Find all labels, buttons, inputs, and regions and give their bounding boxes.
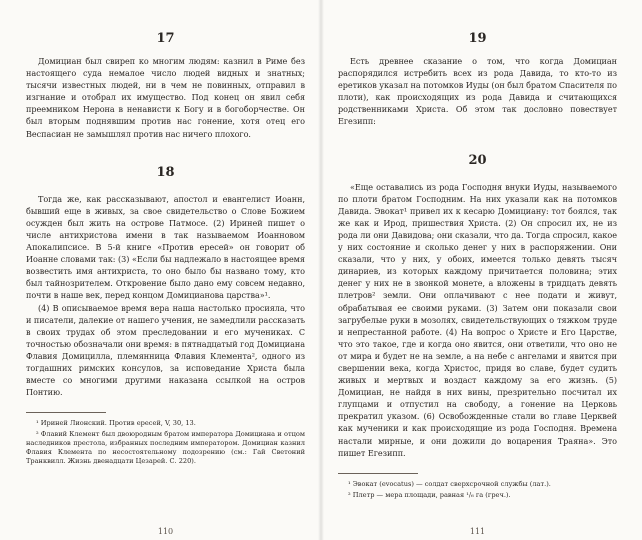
- section-20-paragraph: «Еще оставались из рода Господня внуки Иуды, называемого по плоти братом Господним. На них указали как на потомков Давида. Эвокат¹ привел их к кесарю Домициану: тот боялся, так же как и Ирод, пришествия Христа. (2) Он спросил их, не из рода ли они Давидова; они сказали, что да. Тогда спросил, какое у них состояние и сколько денег у них в распоряжении. Они сказали, что у них, у обоих, имеется только девять тысяч динариев, из которых каждому причитается половина; этих денег у них не в звонкой монете, а вложены в тридцать девять плетров² земли. Они оплачивают с нее подати и живут, обрабатывая ее своими руками. (3) Затем они показали свои загрубелые руки в мозолях, свидетельствующих о тяжком труде и непрестанной работе. (4) На вопрос о Христе и Его Царстве, что это такое, где и когда оно явится, они ответили, что оно не от мира и будет не на земле, а на небе с ангелами и явится при свершении века, когда Христос, придя во славе, будет судить живых и мертвых и воздаст каждому за его жизнь. (5) Домициан, не найдя в них вины, презрительно посчитал их глупцами и отпустил на свободу, а гонение на Церковь прекратил указом. (6) Освобожденные стали во главе Церквей как мученики и как происходящие из рода Господня. Времена настали мирные, и они дожили до воцарения Траяна». Это пишет Егезипп.: [338, 181, 617, 458]
- section-heading-18: 18: [156, 164, 175, 180]
- section-19-paragraph: Есть древнее сказание о том, что когда Домициан распорядился истребить всех из рода Давида, то кто-то из еретиков указал на потомков Иуды (он был братом Спасителя по плоти), как происходящих из рода Давида и считающихся родственниками Христа. Об этом так дословно повествует Егезипп:: [338, 56, 617, 127]
- footnote-2: ² Флавий Клемент был двоюродным братом императора Домициана и отцом наследников престола, избранных последним императором. Домициан казнил Флавия Клемента по несостоятельному подозрению (см.: Гай Светоний Транквилл. Жизнь двенадцати Цезарей. С. 220).: [26, 430, 305, 466]
- section-17-paragraph: Домициан был свиреп ко многим людям: казнил в Риме без настоящего суда немалое число людей видных и знатных; тысячи известных людей, ни в чем не повинных, отправил в изгнание и отобрал их имущество. Под конец он явил себя преемником Нерона в ненависти к Богу и в богоборчестве. Он был вторым поднявшим против нас гонение, хотя отец его Веспасиан не замышлял против нас ничего плохого.: [26, 56, 305, 139]
- section-heading-20: 20: [468, 152, 487, 168]
- section-18-paragraph-1: Тогда же, как рассказывают, апостол и евангелист Иоанн, бывший еще в живых, за свое свидетельство о Слове Божием осужден был жить на острове Патмосе. (2) Ириней пишет о числе антихристова имени в так называемом Иоанновом Апокалипсисе. В 5-й книге «Против ересей» он говорит об Иоанне словами так: (3) «Если бы надлежало в настоящее время возвестить имя антихриста, то оно было бы названо тому, кто был тайнозрителем. Откровение было дано ему совсем недавно, почти в наше век, перед концом Домицианова царства»¹.: [26, 193, 305, 301]
- footnote-2: ² Плетр — мера площади, равная ¹/₆ га (греч.).: [348, 490, 511, 499]
- footnote-divider: [338, 473, 418, 474]
- footnote-1: ¹ Эвокат (evocatus) — солдат сверхсрочной службы (лат.).: [348, 479, 551, 488]
- section-18-paragraph-2: (4) В описываемое время вера наша настолько просияла, что и писатели, далекие от нашего учения, не замедлили рассказать в своих трудах об этом преследовании и его мучениках. С точностью обозначали они время: в пятнадцатый год Домициана Флавия Домицилла, племянница Флавия Клемента², одного из тогдашних римских консулов, за исповедание Христа была вместе со многими другими наказана ссылкой на остров Понтию.: [26, 302, 305, 398]
- right-page: [338, 30, 617, 540]
- page-number: 110: [157, 527, 174, 536]
- book-gutter: [318, 0, 324, 540]
- left-page: [26, 30, 305, 540]
- section-heading-17: 17: [156, 31, 175, 46]
- page-number: 111: [469, 527, 486, 536]
- footnote-1: ¹ Ириней Лионский. Против ересей, V, 30, 13.: [36, 419, 196, 428]
- footnote-divider: [26, 412, 106, 413]
- section-heading-19: 19: [468, 31, 487, 46]
